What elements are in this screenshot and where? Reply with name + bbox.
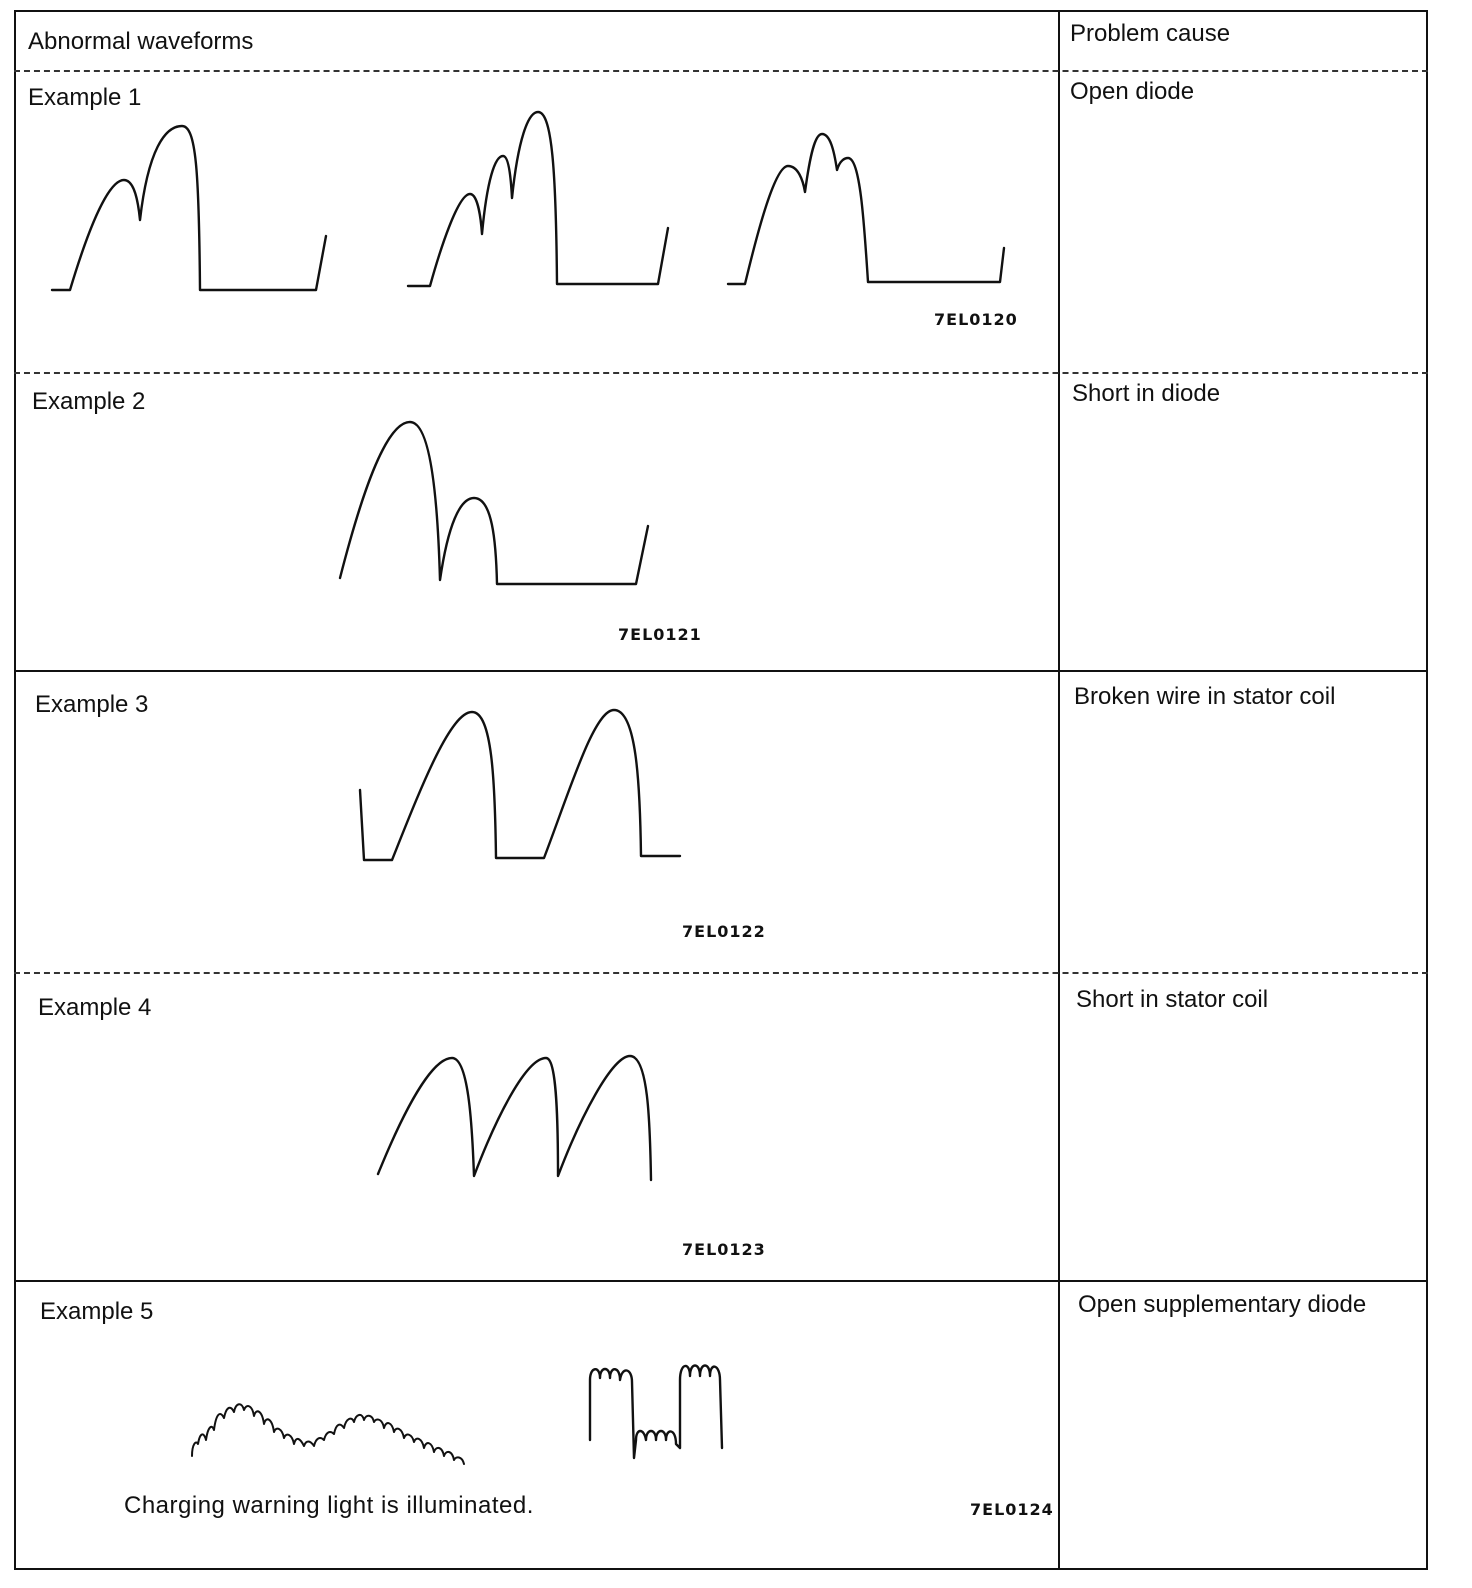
- example-3-figure-code: 7EL0122: [682, 922, 766, 941]
- example-5-figure-code: 7EL0124: [970, 1500, 1054, 1519]
- example-1-label: Example 1: [28, 84, 142, 111]
- example-4-label: Example 4: [38, 994, 152, 1021]
- column-divider: [1058, 10, 1060, 1570]
- example-4-figure-code: 7EL0123: [682, 1240, 766, 1259]
- example-3-cause: Broken wire in stator coil: [1074, 683, 1336, 710]
- example-1-cause: Open diode: [1070, 78, 1195, 105]
- waveforms-header: Abnormal waveforms: [28, 28, 254, 55]
- example-3-label: Example 3: [35, 691, 149, 718]
- cause-header: Problem cause: [1070, 20, 1231, 47]
- example-5-note: Charging warning light is illuminated.: [124, 1492, 534, 1519]
- example-2-cause: Short in diode: [1072, 380, 1221, 407]
- example-5-waveform-a: [192, 1404, 464, 1464]
- example-1-figure-code: 7EL0120: [934, 310, 1018, 329]
- example-4-cause: Short in stator coil: [1076, 986, 1269, 1013]
- example-5-cause: Open supplementary diode: [1078, 1291, 1367, 1318]
- example-2-figure-code: 7EL0121: [618, 625, 702, 644]
- example-5-waveform-b: [590, 1366, 722, 1459]
- example-2-label: Example 2: [32, 388, 146, 415]
- example-5-label: Example 5: [40, 1298, 154, 1325]
